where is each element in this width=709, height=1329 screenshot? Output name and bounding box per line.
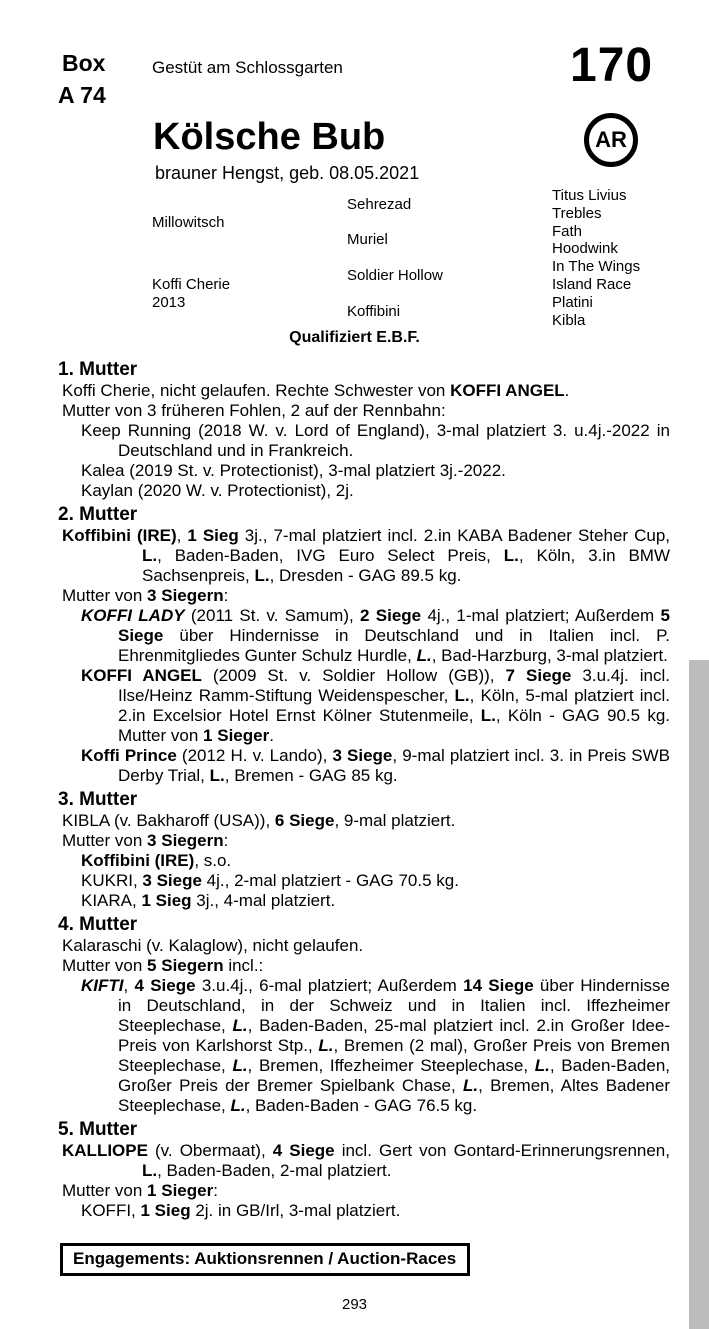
auction-ar-badge: AR: [584, 113, 638, 167]
text-segment: 4 Siege: [272, 1141, 335, 1160]
text-segment: , Baden-Baden, 25-mal platziert incl. 2.in Großer Idee-Preis von Karlshorst Stp.,: [118, 1016, 670, 1055]
text-segment: , Baden-Baden, Großer Preis der Bremer Spielbank Chase,: [118, 1056, 670, 1095]
text-segment: über Hindernisse in Deutschland, in der Schweiz und in Italien incl. Iffezheimer Steeplechase,: [118, 976, 670, 1035]
text-segment: Koffi Cherie, nicht gelaufen. Rechte Schwester von: [62, 381, 451, 400]
text-segment: (v. Obermaat),: [147, 1141, 273, 1160]
text-segment: 3 Siege: [332, 746, 393, 765]
section-paragraph: [62, 811, 670, 831]
text-segment: 5 Siegern: [147, 956, 224, 975]
text-segment: L.: [209, 766, 225, 785]
text-segment: L.: [142, 1161, 158, 1180]
section-heading: 5. Mutter: [58, 1119, 138, 1140]
section-paragraph: [62, 936, 670, 956]
pedigree-gen3-cell: Titus Livius: [552, 187, 627, 204]
text-segment: :: [213, 1181, 218, 1200]
section-paragraph: [81, 871, 670, 891]
text-segment: Koffi Prince: [81, 746, 177, 765]
text-segment: .: [269, 726, 274, 745]
text-segment: 5 Siege: [118, 606, 670, 645]
section-paragraph: [81, 666, 670, 746]
pedigree-gen2-cell: Koffibini: [347, 302, 401, 320]
text-segment: , Baden-Baden, IVG Euro Select Preis,: [157, 546, 504, 565]
text-segment: KIBLA (v. Bakharoff (USA)),: [62, 811, 275, 830]
text-segment: 3j., 4-mal platziert.: [191, 891, 336, 910]
text-segment: L.: [416, 646, 432, 665]
text-segment: 1 Sieg: [187, 526, 239, 545]
pedigree-gen3-cell: Trebles: [552, 204, 602, 222]
catalog-number: 170: [570, 39, 654, 92]
text-segment: Mutter von: [62, 831, 148, 850]
text-segment: , Baden-Baden - GAG 76.5 kg.: [245, 1096, 478, 1115]
section-paragraph: [62, 1141, 670, 1181]
text-segment: KIFTI: [81, 976, 124, 995]
pedigree-table: [152, 187, 702, 329]
engagements-row: [60, 1243, 709, 1276]
text-segment: 4 Siege: [134, 976, 196, 995]
section-paragraph: [62, 586, 670, 606]
text-segment: KOFFI LADY: [81, 606, 185, 625]
text-segment: 4j., 2-mal platziert - GAG 70.5 kg.: [201, 871, 459, 890]
section-paragraph: [62, 1181, 670, 1201]
text-segment: L.: [142, 546, 158, 565]
text-segment: Kaylan (2020 W. v. Protectionist), 2j.: [81, 481, 354, 500]
text-segment: KOFFI ANGEL: [450, 381, 565, 400]
box-label: Box: [62, 50, 106, 76]
text-segment: L.: [454, 686, 470, 705]
text-segment: L.: [318, 1036, 334, 1055]
text-segment: 1 Sieg: [140, 1201, 191, 1220]
text-segment: , Bad-Harzburg, 3-mal platziert.: [431, 646, 668, 665]
section-heading: 4. Mutter: [58, 914, 138, 935]
section-heading: 3. Mutter: [58, 789, 138, 810]
text-segment: , Bremen - GAG 85 kg.: [224, 766, 398, 785]
text-segment: , Köln - GAG 90.5 kg. Mutter von: [118, 706, 670, 745]
section-paragraph: [62, 831, 670, 851]
text-segment: 3j., 7-mal platziert incl. 2.in KABA Badener Steher Cup,: [238, 526, 670, 545]
text-segment: 7 Siege: [505, 666, 572, 685]
text-segment: 6 Siege: [274, 811, 335, 830]
text-segment: , Dresden - GAG 89.5 kg.: [269, 566, 462, 585]
page-number: 293: [341, 1296, 368, 1313]
text-segment: KOFFI ANGEL: [81, 666, 202, 685]
engagements-box: Engagements: Auktionsrennen / Auction-Races: [60, 1243, 470, 1276]
text-segment: KALLIOPE: [62, 1141, 148, 1160]
section-heading: 2. Mutter: [58, 504, 138, 525]
text-segment: Mutter von: [62, 956, 148, 975]
text-segment: , Bremen (2 mal), Großer Preis von Bremen Steeplechase,: [118, 1036, 670, 1075]
text-segment: , Köln, 5-mal platziert incl. 2.in Excelsior Hotel Ernst Kölner Stutenmeile,: [118, 686, 670, 725]
text-segment: L.: [462, 1076, 479, 1095]
text-segment: KOFFI,: [81, 1201, 141, 1220]
pedigree-gen3-cell: Fath: [552, 222, 583, 240]
text-segment: , Bremen, Altes Badener Steeplechase,: [118, 1076, 670, 1115]
text-segment: :: [223, 831, 229, 850]
text-segment: incl. Gert von Gontard-Erinnerungsrennen,: [334, 1141, 670, 1160]
text-segment: Mutter von: [62, 1181, 148, 1200]
horse-name: Kölsche Bub: [153, 116, 386, 158]
section-paragraph: [62, 381, 670, 401]
text-segment: Keep Running (2018 W. v. Lord of England), 3-mal platziert 3. u.4j.-2022 in Deutschland und in Frankreich.: [81, 421, 670, 460]
text-segment: (2012 H. v. Lando),: [176, 746, 333, 765]
section-paragraph: [81, 461, 670, 481]
text-segment: , s.o.: [194, 851, 232, 870]
pedigree-gen2-cell: Sehrezad: [347, 195, 412, 213]
section-paragraph: [81, 746, 670, 786]
box-number: A 74: [58, 82, 106, 108]
section-paragraph: [81, 606, 670, 666]
text-segment: 1 Sieger: [147, 1181, 214, 1200]
text-segment: Koffibini (IRE): [81, 851, 195, 870]
text-segment: ,: [123, 976, 135, 995]
dam-sections: [0, 359, 709, 1221]
text-segment: 4j., 1-mal platziert; Außerdem: [421, 606, 661, 625]
text-segment: 1 Sieger: [203, 726, 270, 745]
text-segment: KIARA,: [81, 891, 142, 910]
text-segment: L.: [254, 566, 270, 585]
pedigree-gen1-cell: Koffi Cherie 2013: [152, 275, 231, 311]
text-segment: Mutter von 3 früheren Fohlen, 2 auf der Rennbahn:: [62, 401, 446, 420]
text-segment: L.: [230, 1096, 246, 1115]
text-segment: 3 Siegern: [147, 586, 224, 605]
pedigree-gen2-cell: Muriel: [347, 231, 388, 249]
text-segment: ,: [176, 526, 188, 545]
horse-description: brauner Hengst, geb. 08.05.2021: [155, 163, 420, 183]
text-segment: L.: [232, 1056, 248, 1075]
text-segment: Kalaraschi (v. Kalaglow), nicht gelaufen.: [62, 936, 364, 955]
qualification-note: Qualifiziert E.B.F.: [289, 329, 420, 346]
text-segment: L.: [232, 1016, 248, 1035]
text-segment: , Bremen, Iffezheimer Steeplechase,: [247, 1056, 535, 1075]
pedigree-gen2-cell: Soldier Hollow: [347, 267, 443, 285]
section-paragraph: [81, 891, 670, 911]
text-segment: 3.u.4j. incl. Ilse/Heinz Ramm-Stiftung Weidenspescher,: [118, 666, 670, 705]
pedigree-gen3-cell: Kibla: [552, 311, 586, 329]
consignor-name: Gestüt am Schlossgarten: [152, 58, 343, 77]
text-segment: KUKRI,: [81, 871, 143, 890]
text-segment: incl.:: [223, 956, 264, 975]
text-segment: , 9-mal platziert.: [334, 811, 456, 830]
section-heading: 1. Mutter: [58, 359, 138, 380]
section-paragraph: [81, 976, 670, 1116]
section-paragraph: [81, 481, 670, 501]
text-segment: 1 Sieg: [141, 891, 192, 910]
section-paragraph: [62, 956, 670, 976]
text-segment: (2009 St. v. Soldier Hollow (GB)),: [201, 666, 506, 685]
text-segment: L.: [534, 1056, 550, 1075]
text-segment: 3 Siege: [142, 871, 202, 890]
pedigree-gen3-cell: Island Race: [552, 275, 632, 293]
text-segment: über Hindernisse in Deutschland und in Italien incl. P. Ehrenmitgliedes Gunter Schulz Hurdle,: [118, 626, 670, 665]
text-segment: 2j. in GB/Irl, 3-mal platziert.: [190, 1201, 401, 1220]
section-paragraph: [81, 851, 670, 871]
text-segment: , 9-mal platziert incl. 3. in Preis SWB Derby Trial,: [118, 746, 670, 785]
text-segment: 3.u.4j., 6-mal platziert; Außerdem: [195, 976, 464, 995]
text-segment: 3 Siegern: [147, 831, 224, 850]
text-segment: :: [223, 586, 229, 605]
section-paragraph: [81, 1201, 670, 1221]
pedigree-gen1-cell: Millowitsch: [152, 213, 225, 231]
pedigree-gen3-cell: In The Wings: [552, 258, 641, 276]
text-segment: 2 Siege: [360, 606, 422, 625]
thumb-index-bar: [689, 660, 709, 1329]
pedigree-gen3-cell: Hoodwink: [552, 240, 618, 258]
section-paragraph: [81, 421, 670, 461]
text-segment: Koffibini (IRE): [62, 526, 177, 545]
page-header: [0, 0, 709, 356]
pedigree-gen3-cell: Platini: [552, 293, 593, 311]
text-segment: 14 Siege: [463, 976, 534, 995]
section-paragraph: [62, 401, 670, 421]
text-segment: , Baden-Baden, 2-mal platziert.: [157, 1161, 392, 1180]
text-segment: .: [564, 381, 570, 400]
text-segment: , Köln, 3.in BMW Sachsenpreis,: [142, 546, 670, 585]
text-segment: (2011 St. v. Samum),: [184, 606, 361, 625]
section-paragraph: [62, 526, 670, 586]
text-segment: Kalea (2019 St. v. Protectionist), 3-mal platziert 3j.-2022.: [81, 461, 506, 480]
text-segment: L.: [480, 706, 496, 725]
text-segment: L.: [503, 546, 519, 565]
text-segment: Mutter von: [62, 586, 148, 605]
